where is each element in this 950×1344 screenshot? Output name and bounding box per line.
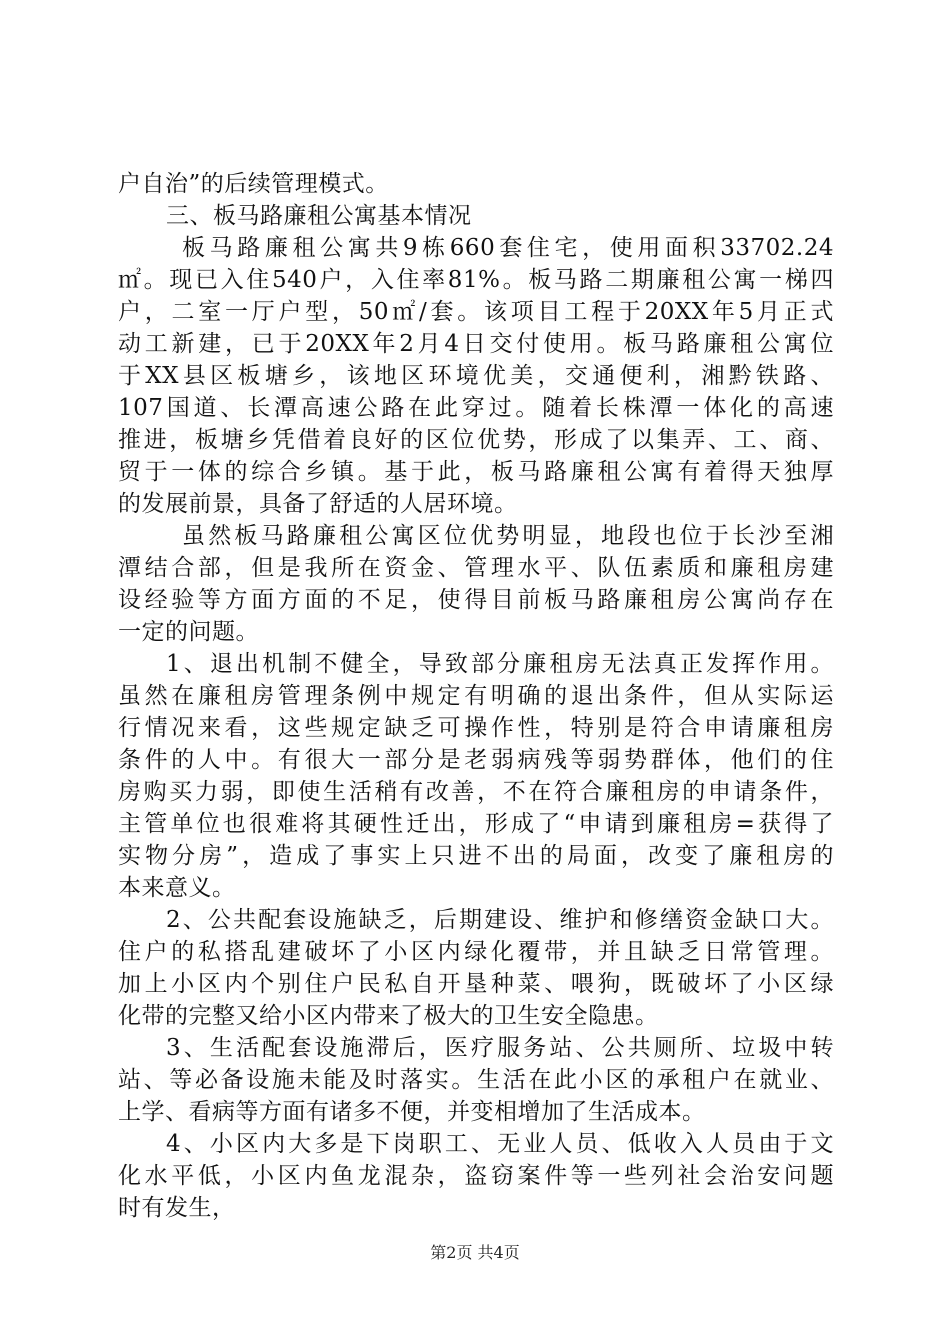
text-line: 板马路廉租公寓共9栋660套住宅，使用面积33702.24 xyxy=(182,235,834,261)
text-line: 加上小区内个别住户民私自开垦种菜、喂狗，既破坏了小区绿 xyxy=(118,971,834,997)
text-line: 4、小区内大多是下岗职工、无业人员、低收入人员由于文 xyxy=(166,1131,834,1157)
text-line: 设经验等方面方面的不足，使得目前板马路廉租房公寓尚存在 xyxy=(118,587,834,613)
text-line: 条件的人中。有很大一部分是老弱病残等弱势群体，他们的住 xyxy=(118,747,834,773)
text-line: 推进，板塘乡凭借着良好的区位优势，形成了以集弄、工、商、 xyxy=(118,427,834,453)
text-line: 的发展前景，具备了舒适的人居环境。 xyxy=(118,491,518,517)
text-line: 行情况来看，这些规定缺乏可操作性，特别是符合申请廉租房 xyxy=(118,715,834,741)
text-line: 上学、看病等方面有诸多不便，并变相增加了生活成本。 xyxy=(118,1099,706,1125)
text-line: 3、生活配套设施滞后，医疗服务站、公共厕所、垃圾中转 xyxy=(166,1035,834,1061)
text-line: 化带的完整又给小区内带来了极大的卫生安全隐患。 xyxy=(118,1003,659,1029)
text-line: ㎡。现已入住540户，入住率81%。板马路二期廉租公寓一梯四 xyxy=(118,267,834,293)
document-body xyxy=(118,168,834,1224)
text-line: 住户的私搭乱建破坏了小区内绿化覆带，并且缺乏日常管理。 xyxy=(118,939,834,965)
text-line: 动工新建，已于20XX年2月4日交付使用。板马路廉租公寓位 xyxy=(118,331,834,357)
text-line: 107国道、长潭高速公路在此穿过。随着长株潭一体化的高速 xyxy=(118,395,834,421)
page-footer: 第2页 共4页 xyxy=(430,1243,520,1262)
text-line: 一定的问题。 xyxy=(118,619,259,645)
text-line: 本来意义。 xyxy=(118,875,236,901)
text-line: 户自治”的后续管理模式。 xyxy=(118,171,389,197)
text-line: 户，二室一厅户型，50㎡/套。该项目工程于20XX年5月正式 xyxy=(118,299,834,325)
text-line: 实物分房”，造成了事实上只进不出的局面，改变了廉租房的 xyxy=(118,843,834,869)
text-line: 潭结合部，但是我所在资金、管理水平、队伍素质和廉租房建 xyxy=(118,555,834,581)
text-line: 贸于一体的综合乡镇。基于此，板马路廉租公寓有着得天独厚 xyxy=(118,459,834,485)
text-line: 时有发生， xyxy=(118,1195,236,1221)
text-line: 虽然在廉租房管理条例中规定有明确的退出条件，但从实际运 xyxy=(118,683,834,709)
text-line: 2、公共配套设施缺乏，后期建设、维护和修缮资金缺口大。 xyxy=(166,907,834,933)
text-line: 于XX县区板塘乡，该地区环境优美，交通便利，湘黔铁路、 xyxy=(118,363,834,389)
text-line: 化水平低，小区内鱼龙混杂，盗窃案件等一些列社会治安问题 xyxy=(118,1163,834,1189)
text-line: 站、等必备设施未能及时落实。生活在此小区的承租户在就业、 xyxy=(118,1067,834,1093)
text-line: 三、板马路廉租公寓基本情况 xyxy=(166,203,472,229)
text-line: 1、退出机制不健全，导致部分廉租房无法真正发挥作用。 xyxy=(166,651,834,677)
text-line: 房购买力弱，即使生活稍有改善，不在符合廉租房的申请条件， xyxy=(118,779,834,805)
text-line: 虽然板马路廉租公寓区位优势明显，地段也位于长沙至湘 xyxy=(182,523,834,549)
text-line: 主管单位也很难将其硬性迁出，形成了“申请到廉租房=获得了 xyxy=(118,811,834,837)
